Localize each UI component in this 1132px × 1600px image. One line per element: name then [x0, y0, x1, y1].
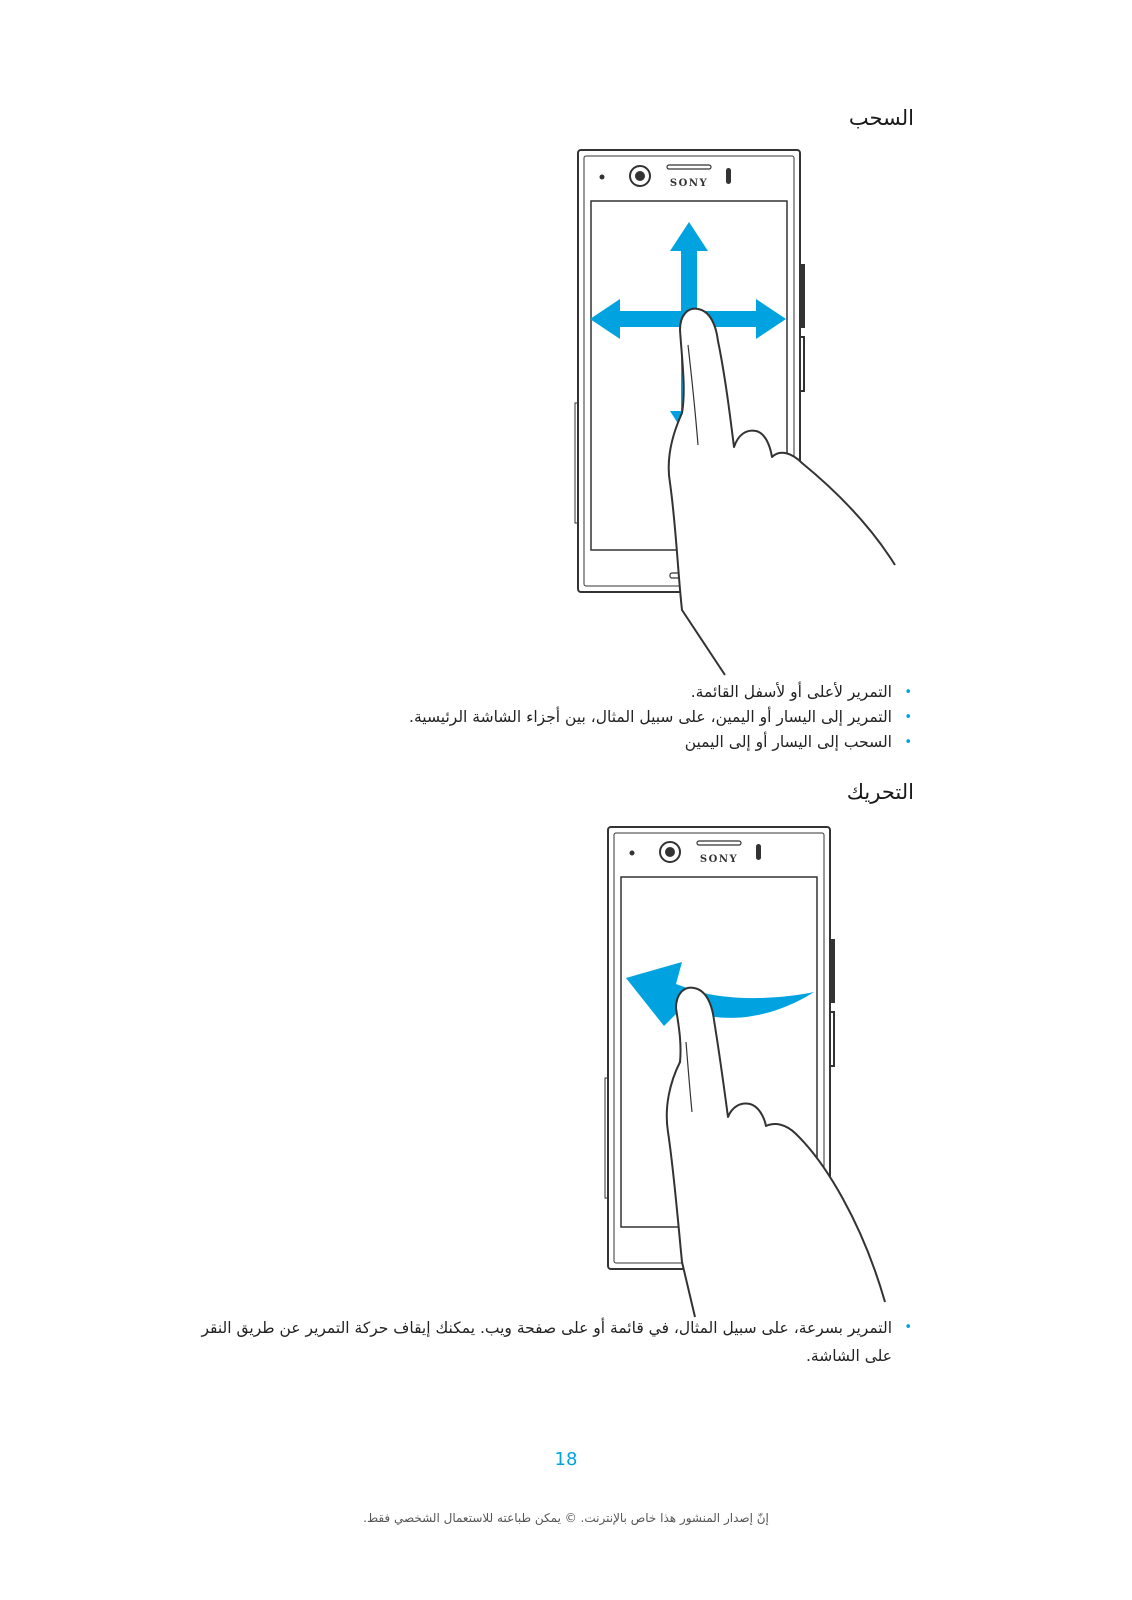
front-camera-icon: [630, 166, 650, 186]
list-item: • التمرير لأعلى أو لأسفل القائمة.: [409, 680, 914, 705]
section-heading-flick: التحريك: [846, 780, 914, 804]
list-item: • التمرير إلى اليسار أو اليمين، على سبيل المثال، بين أجزاء الشاشة الرئيسية.: [409, 705, 914, 730]
flick-bullet-list: [194, 1314, 914, 1370]
illustration-flick-gesture: [600, 822, 920, 1322]
earpiece-speaker: [697, 841, 741, 845]
phone-brand-logo: SONY: [699, 854, 739, 865]
front-camera-icon: [660, 842, 680, 862]
phone-brand-logo: SONY: [669, 178, 709, 189]
sensor-dot-icon: [630, 851, 635, 856]
indicator-led: [756, 844, 761, 860]
illustration-drag-gesture: [570, 145, 910, 680]
sensor-dot-icon: [600, 175, 605, 180]
drag-bullet-list: [409, 680, 914, 755]
list-item: • السحب إلى اليسار أو إلى اليمين: [409, 730, 914, 755]
hand-finger-outline: [669, 309, 895, 675]
curved-arrow-left-icon: [626, 962, 814, 1026]
section-heading-drag: السحب: [848, 106, 914, 130]
earpiece-speaker: [667, 165, 711, 169]
hand-finger-outline: [667, 988, 885, 1317]
indicator-led: [726, 168, 731, 184]
footer-notice: إنّ إصدار المنشور هذا خاص بالإنترنت. © يمكن طباعته للاستعمال الشخصي فقط.: [363, 1511, 769, 1525]
list-item: • التمرير بسرعة، على سبيل المثال، في قائمة أو على صفحة ويب. يمكنك إيقاف حركة التمرير عن طريق النقر على الشاشة.: [194, 1314, 914, 1370]
page-number: 18: [554, 1449, 578, 1470]
